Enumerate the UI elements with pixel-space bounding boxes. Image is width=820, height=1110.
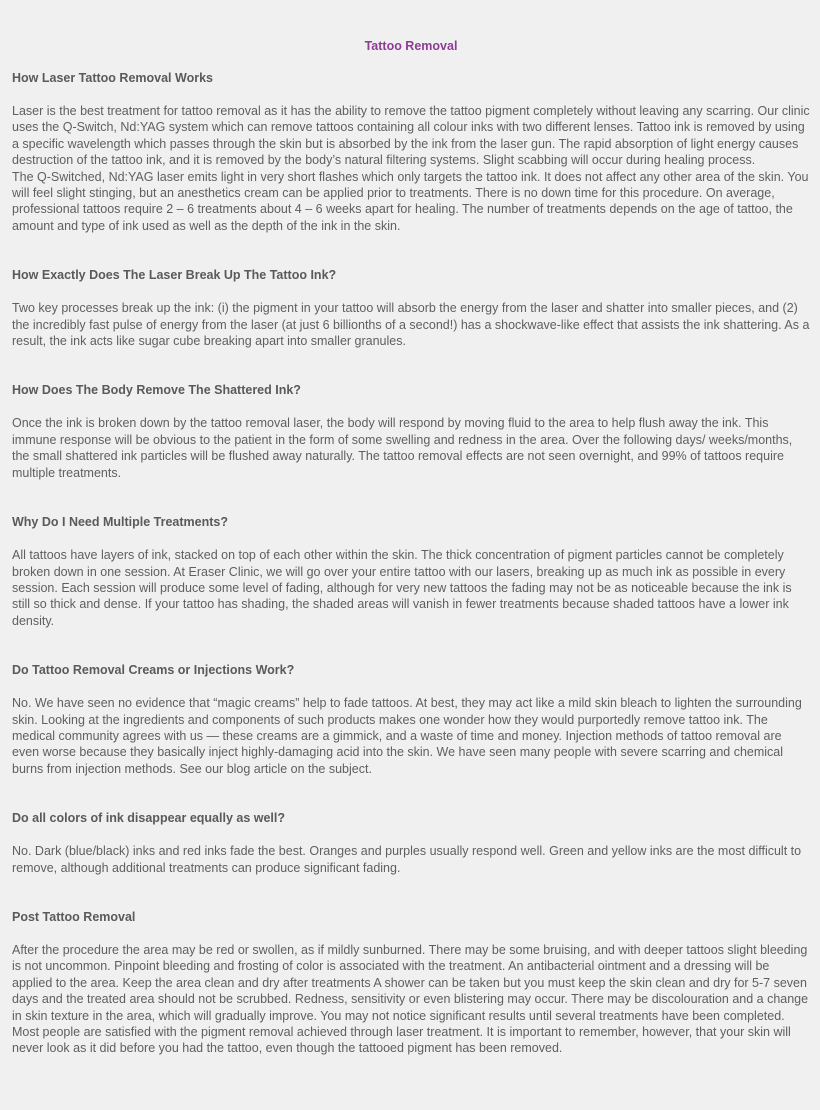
section-how-laser-works xyxy=(12,70,810,234)
section-ink-colors xyxy=(12,810,810,876)
page-title: Tattoo Removal xyxy=(364,39,458,53)
paragraph: No. Dark (blue/black) inks and red inks fade the best. Oranges and purples usually respond well. Green and yellow inks are the most difficult to remove, although additional treatments can produce significant fading. xyxy=(12,844,802,875)
section-creams-injections xyxy=(12,662,810,777)
section-heading: How Does The Body Remove The Shattered Ink? xyxy=(12,383,301,398)
section-heading: Do Tattoo Removal Creams or Injections Work? xyxy=(12,663,295,678)
paragraph: After the procedure the area may be red or swollen, as if mildly sunburned. There may be some bruising, and with deeper tattoos slight bleeding is not uncommon. Pinpoint bleeding and frosting of color is associated with the treatment. An antibacterial ointment and a dressing will be applied to the area. Keep the area clean and dry after treatments A shower can be taken but you must keep the skin clean and dry for 5-7 seven days and the treated area should not be scrubbed. Redness, sensitivity or even blistering may occur. There may be discolouration and a change in skin texture in the area, which will gradually improve. You may not notice significant results until several treatments have been completed. Most people are satisfied with the pigment removal achieved through laser treatment. It is important to remember, however, that your skin will never look as it did before you had the tattoo, even though the tattooed pigment has been removed. xyxy=(12,942,809,1056)
paragraph: The Q-Switched, Nd:YAG laser emits light in very short flashes which only targets the tattoo ink. It does not affect any other area of the skin. You will feel slight stinging, but an anesthetics cream can be applied prior to treatments. There is no down time for this procedure. On average, professional tattoos require 2 – 6 treatments about 4 – 6 weeks apart for healing. The number of treatments depends on the age of tattoo, the amount and type of ink used as well as the depth of the ink in the skin. xyxy=(12,169,809,233)
section-heading: How Exactly Does The Laser Break Up The Tattoo Ink? xyxy=(12,268,337,283)
paragraph: All tattoos have layers of ink, stacked on top of each other within the skin. The thick concentration of pigment particles cannot be completely broken down in one session. At Eraser Clinic, we will go over your entire tattoo with our lasers, breaking up as much ink as possible in every session. Each session will produce some level of fading, although for very new tattoos the fading may not be as noticeable because the ink is still so thick and dense. If your tattoo has shading, the shaded areas will vanish in fewer treatments because shaded tattoos have a lower ink density. xyxy=(12,548,792,628)
paragraph: No. We have seen no evidence that “magic creams” help to fade tattoos. At best, they may act like a mild skin bleach to lighten the surrounding skin. Looking at the ingredients and components of such products makes one wonder how they would purportedly remove tattoo ink. The medical community agrees with us — these creams are a gimmick, and a waste of time and money. Injection methods of tattoo removal are even worse because they basically inject highly-damaging acid into the skin. We have seen many people with severe scarring and chemical burns from injection methods. See our blog article on the subject. xyxy=(12,696,802,776)
section-body-remove-ink xyxy=(12,382,810,481)
paragraph: Once the ink is broken down by the tattoo removal laser, the body will respond by moving fluid to the area to help flush away the ink. This immune response will be obvious to the patient in the form of some swelling and redness in the area. Over the following days/ weeks/months, the small shattered ink particles will be flushed away naturally. The tattoo removal effects are not seen overnight, and 99% of tattoos require multiple treatments. xyxy=(12,416,793,480)
section-heading: Post Tattoo Removal xyxy=(12,909,136,924)
section-heading: Do all colors of ink disappear equally as well? xyxy=(12,811,285,826)
section-post-removal xyxy=(12,909,810,1057)
section-heading: How Laser Tattoo Removal Works xyxy=(12,71,213,85)
section-multiple-treatments xyxy=(12,514,810,629)
paragraph: Two key processes break up the ink: (i) the pigment in your tattoo will absorb the energy from the laser and shatter into smaller pieces, and (2) the incredibly fast pulse of energy from the laser (at just 6 billionths of a second!) has a shockwave-like effect that assists the ink shattering. As a result, the ink acts like sugar cube breaking apart into smaller granules. xyxy=(12,301,810,349)
paragraph: Laser is the best treatment for tattoo removal as it has the ability to remove the tattoo pigment completely without leaving any scarring. Our clinic uses the Q-Switch, Nd:YAG system which can remove tattoos containing all colour inks with two different lenses. Tattoo ink is removed by using a specific wavelength which passes through the skin but is absorbed by the ink from the laser gun. The rapid absorption of light energy causes destruction of the tattoo ink, and it is removed by the body’s natural filtering systems. Slight scabbing will occur during healing process. xyxy=(12,104,810,168)
section-heading: Why Do I Need Multiple Treatments? xyxy=(12,515,228,530)
section-laser-break-up-ink xyxy=(12,267,810,349)
